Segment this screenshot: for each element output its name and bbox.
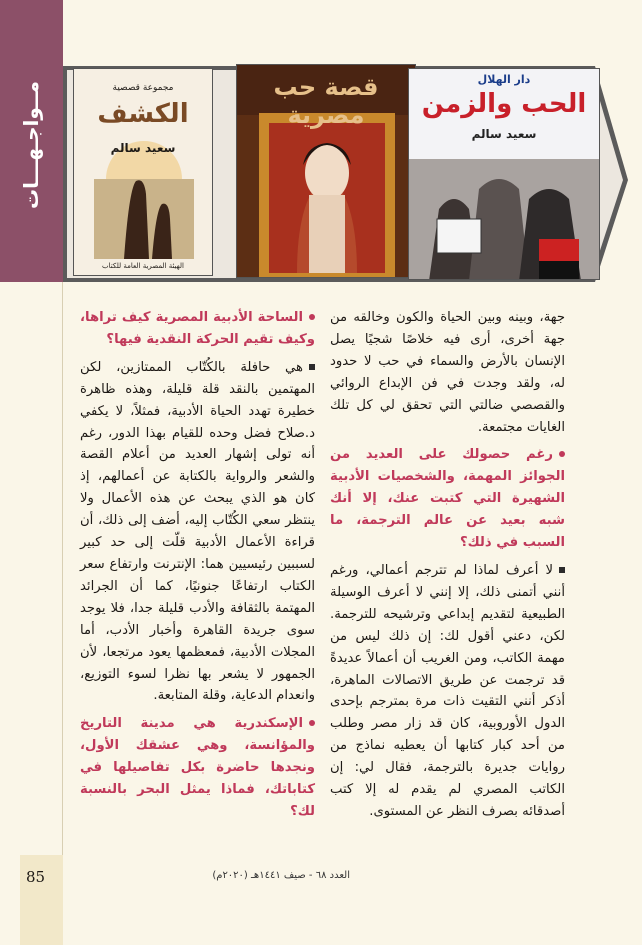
- question-bullet-icon: [559, 451, 565, 457]
- margin-rule: [62, 282, 63, 945]
- page-number: 85: [26, 868, 46, 886]
- question-translation: رغم حصولك على العديد من الجوائز المهمة، والشخصيات الأدبية الشهيرة التي كتبت عنك، إلا أنك شبه بعيد عن عالم الترجمة، ما السبب في ذلك؟: [330, 447, 565, 551]
- question-literary-scene: الساحة الأدبية المصرية كيف تراها، وكيف تقيم الحركة النقدية فيها؟: [80, 310, 315, 347]
- section-tab: [0, 0, 63, 282]
- top-band: [63, 0, 642, 67]
- cover-alkashf-series: مجموعة قصصية: [112, 83, 174, 93]
- answer-literary-scene: هي حافلة بالكُتّاب الممتازين، لكن المهتمين بالنقد قلة قليلة، وهذه ظاهرة خطيرة تهدد الحياة الأدبية، فمثلاً، لا يكفي د.صلاح فضل وحده للقيام بهذا الدور، رغم أنه تولى إشهار العديد من أعلام القصة والشعر والرواية بالكتابة عن أعمالهم، إذ كان هو الذي يبحث عن هذه الأعمال ولا ينتظر سعي الكُتّاب إليه، أضف إلى ذلك، أن قراءة الأعمال الأدبية قلّت إلى حد كبير لسببين رئيسيين هما: الإنترنت وارتفاع سعر الكتاب ارتفاعًا جنونيًا، كما أن الجرائد المهتمة بالثقافة والأدب قليلة جدا، فلا يوجد سوى جريدة القاهرة وأخبار الأدب، أما المجلات الأدبية، فمعظمها يعود مرتجعا، لأن الجمهور لا يشعر بها نظرا لسوء التوزيع، وانعدام الدعاية، وقلة المتابعة.: [80, 359, 315, 704]
- cover-qissat-hubb-title: قصة حب مصرية: [273, 73, 379, 129]
- text-column-left: [80, 307, 315, 829]
- issue-footer: العدد ٦٨ - صيف ١٤٤١هـ (٢٠٢٠م): [212, 870, 350, 881]
- question-bullet-icon: [309, 720, 315, 726]
- answer-bullet-icon: [559, 567, 565, 573]
- section-label: مــواجـهـــات: [19, 80, 44, 210]
- text-column-right: [330, 307, 565, 829]
- question-bullet-icon: [309, 314, 315, 320]
- cover-alhubb-title: الحب والزمن: [421, 89, 587, 119]
- cover-alkashf-title: الكشف: [97, 99, 189, 129]
- cover-alkashf-publisher: الهيئة المصرية العامة للكتاب: [102, 262, 184, 270]
- cover-qissat-hubb: [236, 64, 416, 278]
- answer-translation: لا أعرف لماذا لم تترجم أعمالي، ورغم أنني أتمنى ذلك، إلا إنني لا أعرف الوسيلة الطبيعية لتقديم إبداعي وترشيحه للترجمة. لكن، دعني أقول لك: إن ذلك ليس من مهمة الكاتب، ومن الغريب أن أعمالاً عديدةً قد ترجمت عن طريق الاتصالات الماهرة، أذكر أنني التقيت ذات مرة بمترجم بإحدى الدول الأوروبية، كان قد زار مصر وطلب من أحد كبار كتابها أن يعطيه نماذج من روايات جديرة بالترجمة، فقال لي: إن الكاتب المصري لم يقدم له إلا كتب أصدقائه بصرف النظر عن المستوى.: [330, 562, 565, 819]
- cover-alhubb-publisher: دار الهلال: [477, 73, 531, 86]
- left-margin: [0, 282, 63, 945]
- book-covers: [63, 60, 642, 288]
- answer-continued: جهة، وبينه وبين الحياة والكون وخالقه من جهة أخرى، أرى فيه خلاصًا شجيًا يصل الإنسان بالأرض والسماء في حب لا حدود له، ولقد وجدت في فن الإبداع الروائي والقصصي ضالتي التي تحقق لي كل تلك الغايات مجتمعة.: [330, 310, 565, 435]
- question-alexandria: الإسكندرية هي مدينة التاريخ والمؤانسة، وهي عشقك الأول، ونجدها حاضرة بكل تفاصيلها في كتاباتك، فماذا يمثل البحر بالنسبة لك؟: [80, 716, 315, 819]
- cover-alhubb-author: سعيد سالم: [471, 127, 537, 141]
- cover-alhubb-walzaman: [408, 68, 600, 280]
- cover-alkashf-author: سعيد سالم: [110, 141, 176, 155]
- answer-bullet-icon: [309, 364, 315, 370]
- cover-alkashf: [73, 68, 213, 276]
